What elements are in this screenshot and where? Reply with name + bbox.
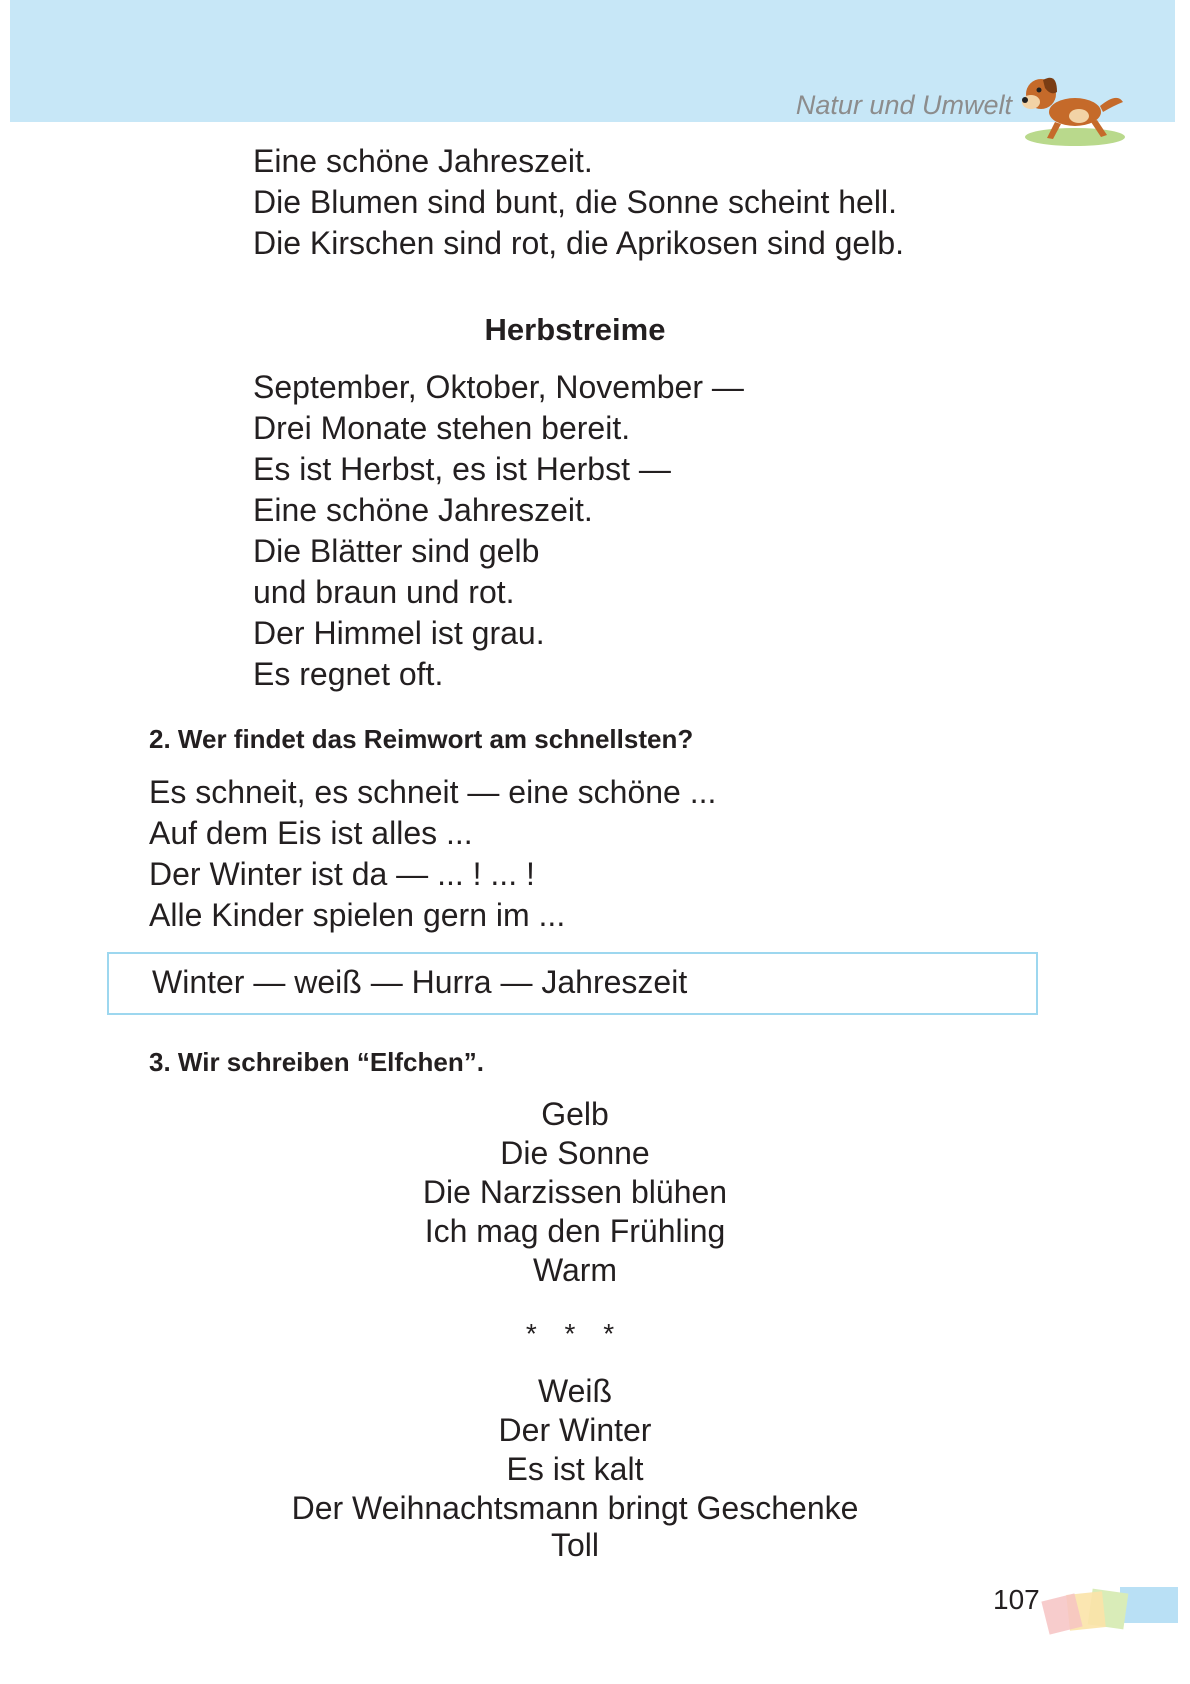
rhyme-line: Alle Kinder spielen gern im ... — [149, 897, 566, 933]
elfchen-line: Gelb — [541, 1096, 609, 1132]
word-box-text: Winter — weiß — Hurra — Jahreszeit — [152, 964, 688, 1000]
poem-line: Eine schöne Jahreszeit. — [253, 143, 593, 179]
elfchen-line: Die Narzissen blühen — [422, 1174, 728, 1210]
elfchen-line: Warm — [532, 1252, 618, 1288]
elfchen-line: Es ist kalt — [506, 1451, 644, 1487]
poem-line: Die Blumen sind bunt, die Sonne scheint hell. — [253, 184, 897, 220]
poem-line: Drei Monate stehen bereit. — [253, 410, 631, 446]
elfchen-2 — [0, 1372, 1150, 1562]
poem-line: Es ist Herbst, es ist Herbst — — [253, 451, 671, 487]
elfchen-1 — [0, 1095, 1150, 1290]
poem-line: Eine schöne Jahreszeit. — [253, 492, 593, 528]
task2-heading: 2. Wer findet das Reimwort am schnellsten? — [149, 724, 694, 754]
separator: * * * — [525, 1318, 625, 1349]
word-box — [107, 952, 1038, 1015]
dog-icon — [1005, 62, 1130, 152]
rhyme-line: Auf dem Eis ist alles ... — [149, 815, 473, 851]
elfchen-line: Toll — [550, 1527, 599, 1563]
task3-heading: 3. Wir schreiben “Elfchen”. — [149, 1047, 484, 1077]
elfchen-line: Ich mag den Frühling — [424, 1213, 726, 1249]
elfchen-line: Weiß — [537, 1373, 613, 1409]
task2-lines — [149, 772, 716, 936]
poem-line: September, Oktober, November — — [253, 369, 744, 405]
page-number: 107 — [993, 1584, 1040, 1615]
herbst-poem — [253, 367, 744, 695]
poem-line: Der Himmel ist grau. — [253, 615, 545, 651]
poem-top — [253, 141, 904, 264]
herbst-poem-title: Herbstreime — [484, 312, 666, 347]
poem-line: Die Kirschen sind rot, die Aprikosen sind gelb. — [253, 225, 905, 261]
elfchen-line: Die Sonne — [500, 1135, 650, 1171]
rhyme-line: Es schneit, es schneit — eine schöne ... — [149, 774, 717, 810]
poem-line: Es regnet oft. — [253, 656, 444, 692]
poem-line: und braun und rot. — [253, 574, 515, 610]
poem-line: Die Blätter sind gelb — [253, 533, 540, 569]
elfchen-line: Der Weihnachtsmann bringt Geschenke — [291, 1490, 859, 1526]
section-title: Natur und Umwelt — [795, 90, 1012, 120]
rhyme-line: Der Winter ist da — ... ! ... ! — [149, 856, 535, 892]
colored-squares-icon — [1040, 1585, 1180, 1635]
elfchen-line: Der Winter — [498, 1412, 652, 1448]
